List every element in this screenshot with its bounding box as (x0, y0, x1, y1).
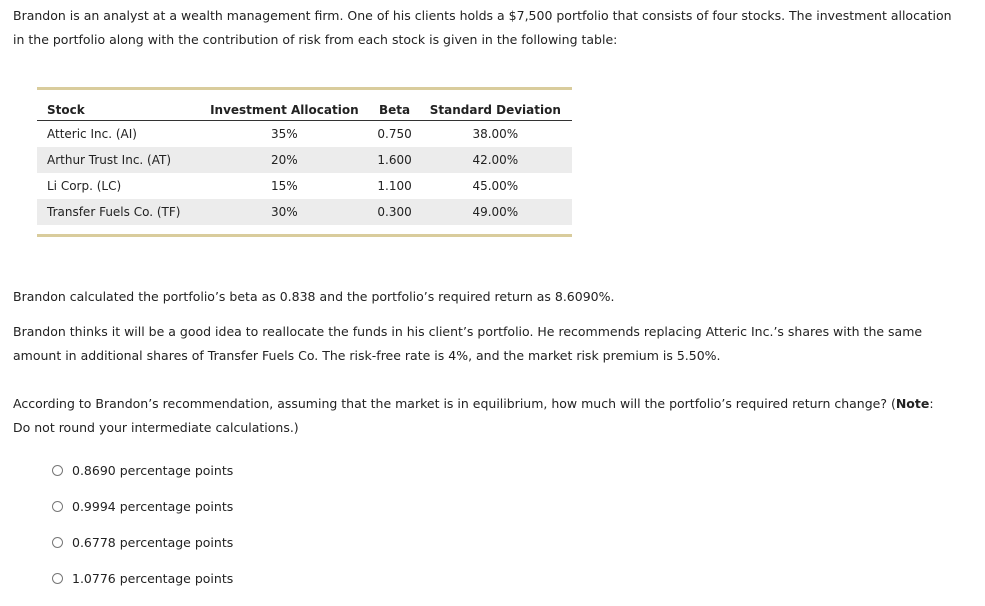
standard-deviation: 38.00% (472, 127, 519, 141)
reallocation-paragraph: Brandon thinks it will be a good idea to reallocate the funds in his client’s portfolio. He recommends replacing Atteric Inc.’s shares with the same amount in additional shares of Transfer Fuels Co. The risk-free rate is 4%, and the market risk premium is 5.50%. (13, 324, 923, 363)
note-text: : Do not round your intermediate calculations.) (13, 396, 934, 435)
answer-option-4[interactable] (52, 568, 233, 588)
beta-value: 1.100 (377, 179, 412, 193)
answer-option-1[interactable] (52, 460, 233, 480)
stock-name: Transfer Fuels Co. (TF) (37, 199, 198, 225)
intro-paragraph: Brandon is an analyst at a wealth management firm. One of his clients holds a $7,500 portfolio that consists of four stocks. The investment allocation in the portfolio along with the contribution of risk from each stock is given in the following table: (13, 8, 952, 47)
table-row (37, 147, 572, 173)
investment-allocation: 30% (198, 199, 370, 225)
investment-allocation: 35% (271, 127, 298, 141)
radio-button[interactable] (52, 465, 63, 476)
stock-name: Arthur Trust Inc. (AT) (37, 147, 198, 173)
investment-allocation: 15% (271, 179, 298, 193)
radio-button[interactable] (52, 501, 63, 512)
calculation-paragraph: Brandon calculated the portfolio’s beta as 0.838 and the portfolio’s required return as 8.6090%. (13, 289, 615, 304)
option-label[interactable]: 0.6778 percentage points (72, 534, 234, 550)
allocation-table (37, 87, 572, 237)
radio-button[interactable] (52, 573, 63, 584)
header-standard-deviation: Standard Deviation (419, 99, 572, 121)
standard-deviation: 42.00% (419, 147, 572, 173)
beta-value: 0.750 (377, 127, 412, 141)
answer-option-2[interactable] (52, 496, 233, 516)
table-row (37, 173, 572, 199)
answer-options (52, 460, 233, 604)
stock-name: Atteric Inc. (AI) (47, 127, 137, 141)
beta-value: 1.600 (370, 147, 418, 173)
header-beta: Beta (370, 99, 418, 121)
question-text: According to Brandon’s recommendation, assuming that the market is in equilibrium, how much will the portfolio’s required return change? ( (13, 396, 896, 411)
stock-name: Li Corp. (LC) (47, 179, 122, 193)
radio-button[interactable] (52, 537, 63, 548)
table-header-row (37, 99, 572, 121)
header-investment-allocation: Investment Allocation (198, 99, 370, 121)
note-label: Note (895, 396, 930, 411)
standard-deviation: 45.00% (472, 179, 519, 193)
table-top-rule (37, 87, 572, 90)
table-row (37, 121, 572, 148)
question-paragraph (13, 392, 953, 440)
option-label[interactable]: 0.9994 percentage points (72, 498, 234, 514)
answer-option-3[interactable] (52, 532, 233, 552)
option-label[interactable]: 0.8690 percentage points (72, 462, 234, 478)
investment-allocation: 20% (198, 147, 370, 173)
table-bottom-rule (37, 234, 572, 237)
table-row (37, 199, 572, 225)
beta-value: 0.300 (370, 199, 418, 225)
header-stock: Stock (37, 99, 198, 121)
standard-deviation: 49.00% (419, 199, 572, 225)
option-label[interactable]: 1.0776 percentage points (72, 570, 234, 586)
